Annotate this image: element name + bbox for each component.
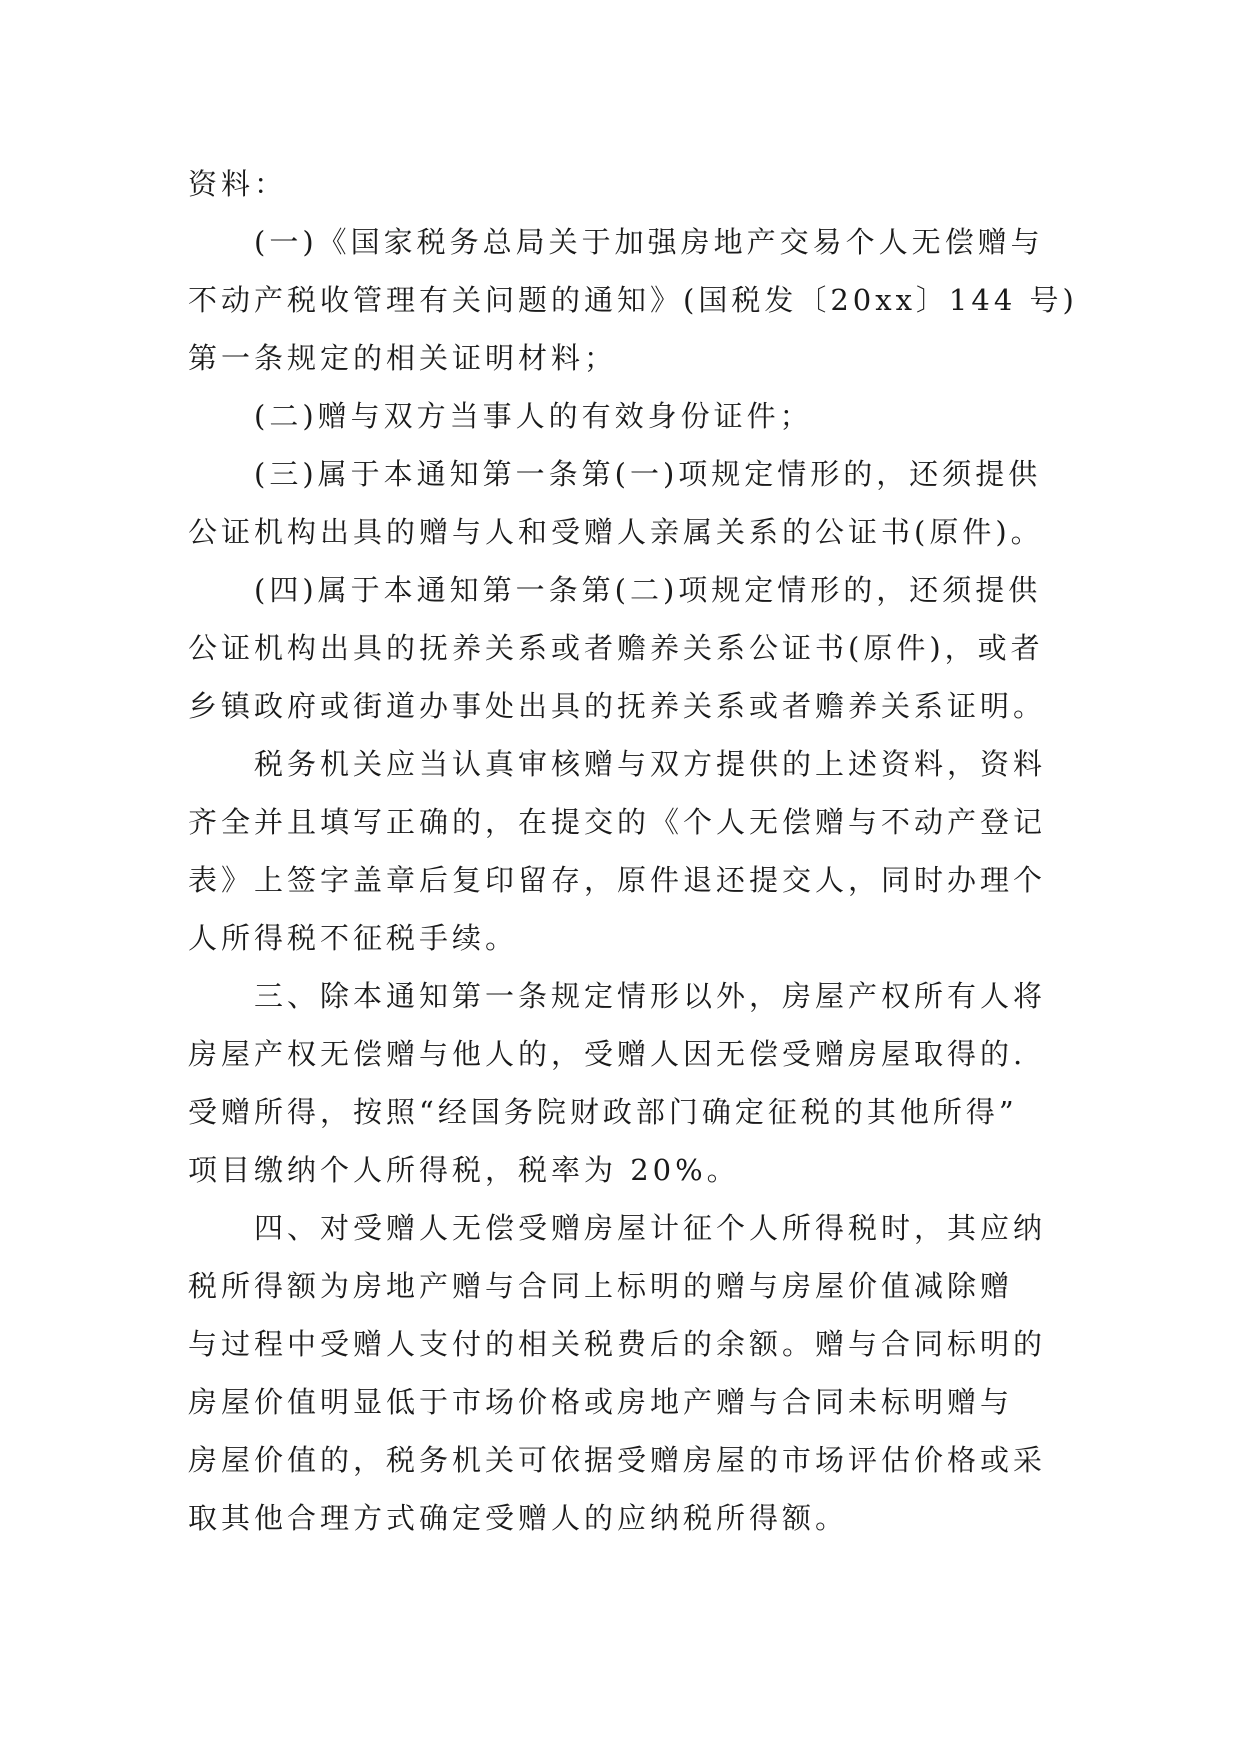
text-line: 公证机构出具的赠与人和受赠人亲属关系的公证书(原件)。 <box>188 515 1044 549</box>
text-line: 第一条规定的相关证明材料； <box>188 341 618 375</box>
text-line: 三、除本通知第一条规定情形以外，房屋产权所有人将 <box>254 979 1047 1013</box>
text-line: 人所得税不征税手续。 <box>188 921 519 955</box>
text-line: 表》上签字盖章后复印留存，原件退还提交人，同时办理个 <box>188 863 1047 897</box>
text-line: (三)属于本通知第一条第(一)项规定情形的，还须提供 <box>254 457 1042 491</box>
text-line: 受赠所得，按照“经国务院财政部门确定征税的其他所得” <box>188 1095 1018 1129</box>
text-line: 税所得额为房地产赠与合同上标明的赠与房屋价值减除赠 <box>188 1269 1014 1303</box>
text-line: 不动产税收管理有关问题的通知》(国税发〔20xx〕144 号) <box>188 283 1078 317</box>
text-line: 四、对受赠人无偿受赠房屋计征个人所得税时，其应纳 <box>254 1211 1047 1245</box>
text-line: 乡镇政府或街道办事处出具的抚养关系或者赡养关系证明。 <box>188 689 1047 723</box>
text-line: 税务机关应当认真审核赠与双方提供的上述资料，资料 <box>254 747 1047 781</box>
text-line: (四)属于本通知第一条第(二)项规定情形的，还须提供 <box>254 573 1042 607</box>
text-line: 公证机构出具的抚养关系或者赡养关系公证书(原件)，或者 <box>188 631 1044 665</box>
text-line: 房屋价值的，税务机关可依据受赠房屋的市场评估价格或采 <box>188 1443 1047 1477</box>
text-line: 资料： <box>188 167 288 201</box>
text-line: (二)赠与双方当事人的有效身份证件； <box>254 399 813 433</box>
text-line: (一)《国家税务总局关于加强房地产交易个人无偿赠与 <box>254 225 1044 259</box>
text-line: 房屋价值明显低于市场价格或房地产赠与合同未标明赠与 <box>188 1385 1014 1419</box>
text-line: 与过程中受赠人支付的相关税费后的余额。赠与合同标明的 <box>188 1327 1047 1361</box>
text-line: 取其他合理方式确定受赠人的应纳税所得额。 <box>188 1501 849 1535</box>
text-line: 项目缴纳个人所得税，税率为 20%。 <box>188 1153 740 1187</box>
text-line: 齐全并且填写正确的，在提交的《个人无偿赠与不动产登记 <box>188 805 1047 839</box>
document-body <box>188 155 1078 1547</box>
text-line: 房屋产权无偿赠与他人的，受赠人因无偿受赠房屋取得的. <box>188 1037 1027 1071</box>
